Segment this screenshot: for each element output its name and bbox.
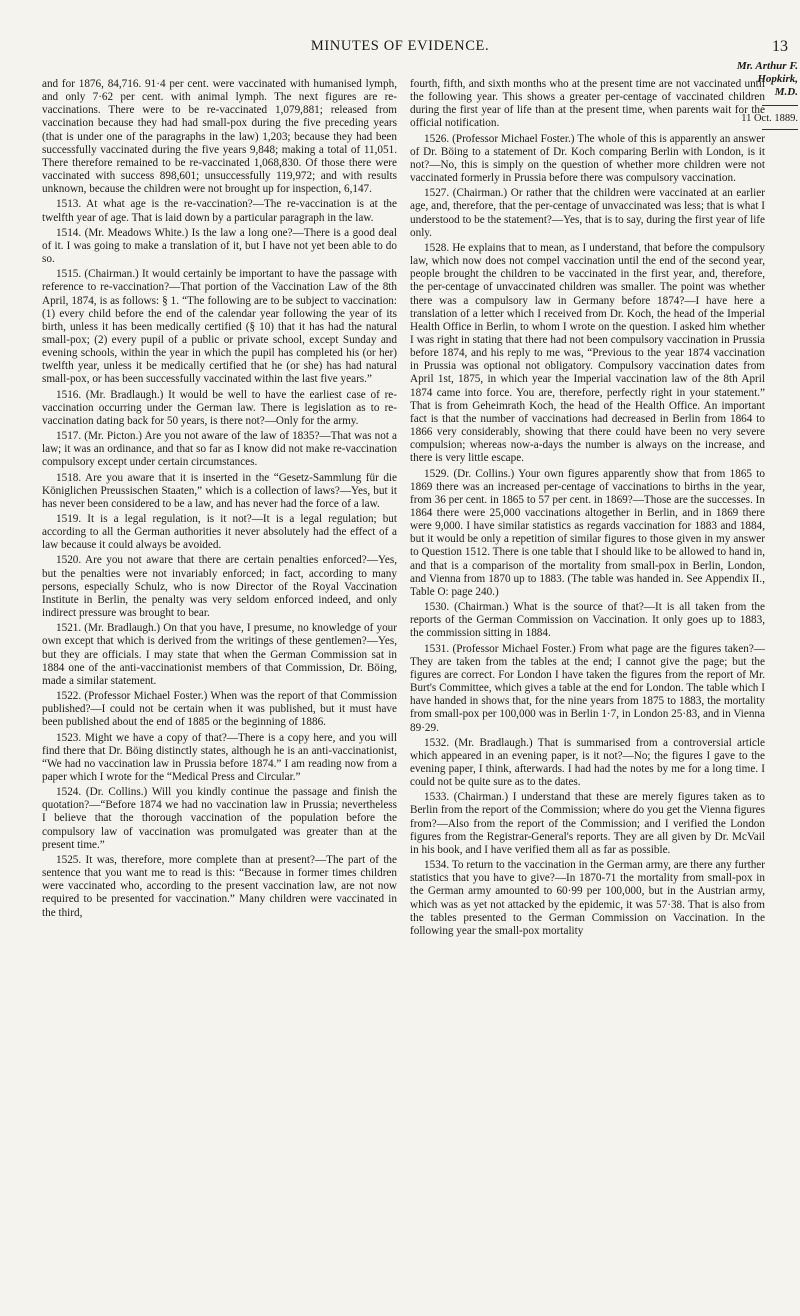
paragraph: 1532. (Mr. Bradlaugh.) That is summarised from a controversial article which appeared in an evening paper, is it not?—No; the figures I gave to the evening paper, I think, afterwards. I had had the notes by me for a long time. I could not be quite sure as to the dates. — [410, 736, 765, 789]
paragraph: and for 1876, 84,716. 91·4 per cent. were vaccinated with humanised lymph, and only 7·62 per cent. with animal lymph. The next figures are re-vaccinations. There were to be re-vaccinated 1,079,881; released from vaccination because they had had small-pox during the five preceding years (that is under one of the paragraphs in the law) 1,203; because they had been successfully vaccinated during the five years 9,848; making a total of 11,051. There therefore remained to be re-vaccinated 1,068,830. Of those there were vaccinated with success 898,601; unsuccessfully 119,972; and with results unknown, because the children were not brought up for inspection, 6,147. — [42, 78, 397, 196]
page-header — [0, 38, 800, 60]
paragraph: 1523. Might we have a copy of that?—There is a copy here, and you will find there that Dr. Böing distinctly states, although he is an anti-vaccinationist, “We had no vaccination law in Prussia before 1874.” I am reading now from a paper which I wrote for the “Medical Press and Circular.” — [42, 731, 397, 783]
rule-divider — [762, 129, 798, 130]
paragraph: 1515. (Chairman.) It would certainly be important to have the passage with reference to re-vaccination?—That portion of the Vaccination Law of the 8th April, 1874, is as follows: § 1. “The following are to be subject to vaccination: (1) every child before the end of the calendar year following the year of its birth, unless it has been medically certified (§ 10) that it has had the natural small-pox; (2) every pupil of a public or private school, except Sunday and evening schools, within the year in which the pupil has completed his (or her) twelfth year, unless it be medically certified that he (or she) has had natural small-pox, or has been successfully vaccinated within the last five years.” — [42, 268, 397, 386]
paragraph: 1528. He explains that to mean, as I understand, that before the compulsory law, which now does not compel vaccination until the end of the second year, people brought the children to be vaccinated in the first year, and, therefore, the per-centage of unvaccinated children was smaller. The point was whether there was a compulsory law in Germany before 1874?—I have here a translation of a letter which I received from Dr. Koch, the head of the Imperial Health Office in Berlin, to whom I wrote on the question. I asked him whether I was right in stating that there had not been compulsory vaccination in Prussia before 1874, and his reply to me was, “Previous to the year 1874 vaccination in Prussia was optional not obligatory. Compulsory vaccination dates from April 1st, 1875, in which year the Imperial vaccination law of the 8th April 1874 came into force. You are, therefore, perfectly right in your statement.” That is from Geheimrath Koch, the head of the Health Office. An important fact is that the number of vaccinations had decreased in Berlin from 1864 to 1866 very considerably, showing that there could have been no very severe compulsion; whereas now-a-days the number is always on the increase, and there is very little escape. — [410, 241, 765, 465]
paragraph: 1530. (Chairman.) What is the source of that?—It is all taken from the reports of the German Commission on Vaccination. It only goes up to 1883, the commission sitting in 1884. — [410, 601, 765, 640]
paragraph: 1534. To return to the vaccination in the German army, are there any further statistics that you have to give?—In 1870-71 the mortality from small-pox in the German army amounted to 60·99 per 100,000, but in the Austrian army, which was as yet not attacked by the epidemic, it was 57·38. That is also from the tables presented to the German Commission on Vaccination. In the following year the small-pox mortality — [410, 859, 765, 937]
paragraph: 1533. (Chairman.) I understand that these are merely figures taken as to Berlin from the report of the Commission; where do you get the Vienna figures from?—Also from the report of the Commission; and I verified the London figures from the Registrar-General's reports. They are all given by Dr. McVail in his book, and I have verified them all as far as possible. — [410, 791, 765, 856]
paragraph: 1514. (Mr. Meadows White.) Is the law a long one?—There is a good deal of it. I was going to make a translation of it, but I have not yet been able to do so. — [42, 226, 397, 266]
paragraph: 1527. (Chairman.) Or rather that the children were vaccinated at an earlier age, and, therefore, that the per-centage of unvaccinated was less; that is what I understood to be the statement?—Yes, that is to say, during the first year of life only. — [410, 187, 765, 239]
paragraph: fourth, fifth, and sixth months who at the present time are not vaccinated until the following year. This shows a greater per-centage of vaccinated children during the first year of life than at the present time, when parents wait for the official notification. — [410, 78, 765, 130]
paragraph: 1513. At what age is the re-vaccination?—The re-vaccination is at the twelfth year of age. That is laid down by a particular paragraph in the law. — [42, 198, 397, 224]
paragraph: 1517. (Mr. Picton.) Are you not aware of the law of 1835?—That was not a law; it was an ordinance, and that so far as I know did not make re-vaccination compulsory except under certain circumstances. — [42, 430, 397, 469]
paragraph: 1518. Are you aware that it is inserted in the “Gesetz-Sammlung für die Königlichen Preussischen Staaten,” which is a collection of laws?—Yes, but it has never been considered to be a law, and has never had the force of a law. — [42, 471, 397, 510]
witness-name: Mr. Arthur F. Hopkirk, M.D. — [736, 60, 798, 98]
paragraph: 1520. Are you not aware that there are certain penalties enforced?—Yes, but the penalties were not invariably enforced; in fact, according to many persons, especially Schulz, who is now Director of the Royal Vaccination Institute in Berlin, the penalty was very seldom enforced indeed, and only indirect pressure was brought to bear. — [42, 554, 397, 620]
witness-date: 11 Oct. 1889. — [741, 113, 798, 124]
paragraph: 1522. (Professor Michael Foster.) When was the report of that Commission published?—I could not be certain when it was published, but it must have been published about the end of 1885 or the beginning of 1886. — [42, 690, 397, 729]
page-number: 13 — [772, 38, 788, 55]
left-column — [42, 78, 397, 922]
rule-divider — [762, 105, 798, 106]
right-column — [410, 78, 765, 940]
running-title: MINUTES OF EVIDENCE. — [310, 38, 490, 54]
paragraph: 1531. (Professor Michael Foster.) From what page are the figures taken?—They are taken from the tables at the end; I cannot give the page; but the figures are correct. For London I have taken the figures from the report of Mr. Burt's Committee, which gives a table at the end for London. The table which I have handed in shows that, for the nine years from 1875 to 1883, the mortality from small-pox per 100,000 was in Berlin 1·7, in London 25·83, and in Vienna 89·29. — [410, 642, 765, 734]
paragraph: 1526. (Professor Michael Foster.) The whole of this is apparently an answer of Dr. Böing to a statement of Dr. Koch comparing Berlin with London, is it not?—No, this is simply on the question of whether more children were not vaccinated formerly in Prussia before there was compulsory vaccination. — [410, 132, 765, 185]
paragraph: 1524. (Dr. Collins.) Will you kindly continue the passage and finish the quotation?—“Before 1874 we had no vaccination law in Prussia; nevertheless I believe that the thorough vaccination of the population before the compulsory law of vaccination was promulgated was greater than at the present time.” — [42, 786, 397, 851]
paragraph: 1521. (Mr. Bradlaugh.) On that you have, I presume, no knowledge of your own except that which is derived from the writings of these gentlemen?—Yes, but they are officials. I may state that when the German Commission sat in 1884 one of the anti-vaccinationist members of that Commission, Dr. Böing, made a similar statement. — [42, 622, 397, 687]
paragraph: 1529. (Dr. Collins.) Your own figures apparently show that from 1865 to 1869 there was an increased per-centage of vaccinations to births in the year, from 36 per cent. in 1865 to 57 per cent. in 1869?—Those are the successes. In 1864 there were 25,000 vaccinations altogether in Berlin, and in 1869 there were 9,000. I have similar statistics as regards vaccination for 1883 and 1884, but it would be only a repetition of similar figures to those given in my answer to Question 1512. There is one table that I should like to be allowed to hand in, and that is a comparison of the mortality from small-pox in Berlin, London, and Vienna from 1870 up to 1883. (The table was handed in. See Appendix II., Table O: page 240.) — [410, 467, 765, 598]
paragraph: 1516. (Mr. Bradlaugh.) It would be well to have the earliest case of re-vaccination occurring under the German law. There is legislation as to re-vaccination dating back for 50 years, is there not?—Only for the army. — [42, 388, 397, 427]
paragraph: 1525. It was, therefore, more complete than at present?—The part of the sentence that you want me to read is this: “Because in former times children were vaccinated who, according to the present vaccination law, are not now required to be presented for vaccination.” Many children were vaccinated in the third, — [42, 853, 397, 919]
paragraph: 1519. It is a legal regulation, is it not?—It is a legal regulation; but according to all the German authorities it never absolutely had the effect of a law because it could always be avoided. — [42, 513, 397, 552]
